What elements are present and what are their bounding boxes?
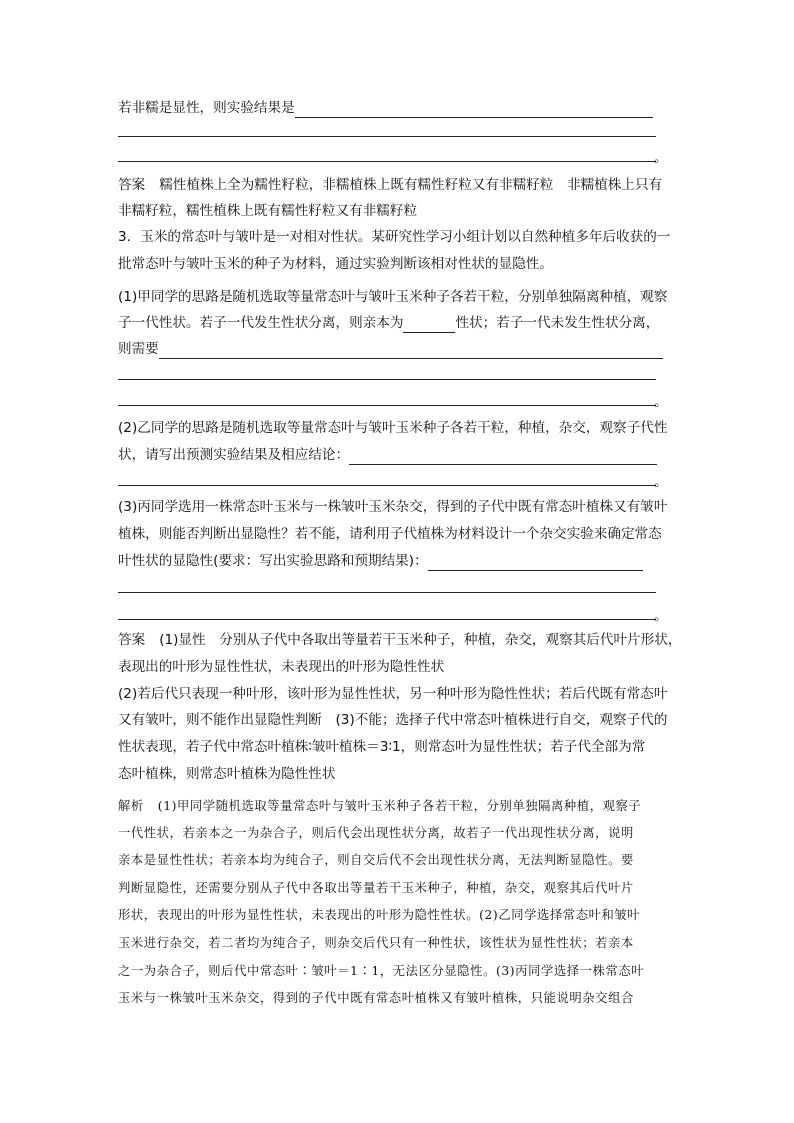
q3-part1-text: 子一代性状。若子一代发生性状分离，则亲本为 (118, 315, 404, 331)
q3-part1: (1)甲同学的思路是随机选取等量常态叶与皱叶玉米种子各若干粒，分别单独隔离种植，观察 (118, 289, 668, 305)
q2-prompt-line (118, 98, 653, 118)
answer-blank[interactable] (428, 555, 643, 571)
answer-label: 答案 (118, 632, 146, 648)
q3-analysis-text: 玉米进行杂交，若二者均为纯合子，则杂交后代只有一种性状，该性状为显性性状；若亲本 (118, 936, 634, 950)
q3-answer-text: (2)若后代只表现一种叶形，该叶形为显性性状，另一种叶形为隐性性状；若后代既有常态叶 (118, 686, 668, 702)
answer-blank-line[interactable] (118, 485, 656, 486)
q3-analysis-text: 一代性状，若亲本之一为杂合子，则后代会出现性状分离，故若子一代出现性状分离，说明 (118, 826, 634, 840)
answer-blank[interactable] (403, 317, 455, 333)
answer-blank[interactable] (295, 102, 653, 118)
q3-answer-text: 性状表现，若子代中常态叶植株∶皱叶植株＝3∶1，则常态叶为显性性状；若子代全部为常 (118, 739, 646, 755)
q3-analysis-text: (1)甲同学随机选取等量常态叶与皱叶玉米种子各若干粒，分别单独隔离种植，观察子 (157, 799, 642, 813)
q2-prompt: 若非糯是显性，则实验结果是 (118, 100, 295, 116)
q3-part1-text: 性状；若子一代未发生性状分离， (455, 315, 660, 331)
answer-label: 答案 (118, 177, 146, 193)
analysis-label: 解析 (118, 799, 144, 813)
q3-part3-text: 叶性状的显隐性(要求：写出实验思路和预期结果)： (118, 553, 428, 569)
q3-part2-text: 状，请写出预测实验结果及相应结论： (118, 447, 350, 463)
end-mark: 。 (654, 394, 668, 410)
answer-blank[interactable] (159, 343, 663, 359)
answer-blank-line[interactable] (118, 619, 656, 620)
answer-blank-line[interactable] (118, 136, 656, 137)
end-mark: 。 (654, 608, 668, 624)
q2-answer-text: 糯性植株上全为糯性籽粒，非糯植株上既有糯性籽粒又有非糯籽粒 非糯植株上只有 (159, 177, 663, 193)
q3-part2: (2)乙同学的思路是随机选取等量常态叶与皱叶玉米种子各若干粒，种植，杂交，观察子代性 (118, 420, 668, 436)
q3-answer-text: 态叶植株，则常态叶植株为隐性性状 (118, 766, 336, 782)
q3-analysis-line (118, 797, 641, 815)
end-mark: 。 (654, 150, 668, 166)
q3-part3-line3 (118, 551, 643, 571)
q3-part2-line2 (118, 445, 657, 465)
q3-answer-line (118, 630, 681, 650)
q3-analysis-text: 亲本是显性性状；若亲本均为纯合子，则自交后代不会出现性状分离，无法判断显隐性。要 (118, 853, 634, 867)
q3-part3: (3)丙同学选用一株常态叶玉米与一株皱叶玉米杂交，得到的子代中既有常态叶植株又有皱叶 (118, 499, 668, 515)
q3-analysis-text: 形状，表现出的叶形为显性性状，未表现出的叶形为隐性性状。(2)乙同学选择常态叶和皱叶 (118, 908, 641, 922)
answer-blank-line[interactable] (118, 161, 656, 162)
q3-part1-line2 (118, 313, 659, 333)
answer-blank[interactable] (349, 449, 657, 465)
answer-blank-line[interactable] (118, 592, 656, 593)
q2-answer-text: 非糯籽粒，糯性植株上既有糯性籽粒又有非糯籽粒 (118, 203, 418, 219)
q3-answer-text: 又有皱叶，则不能作出显隐性判断 (3)不能；选择子代中常态叶植株进行自交，观察子代的 (118, 712, 668, 728)
q3-part1-text: 则需要 (118, 341, 159, 357)
q3-answer-text: 表现出的叶形为显性性状，未表现出的叶形为隐性性状 (118, 659, 445, 675)
q3-analysis-text: 玉米与一株皱叶玉米杂交，得到的子代中既有常态叶植株又有皱叶植株，只能说明杂交组合 (118, 991, 634, 1005)
q3-stem: 批常态叶与皱叶玉米的种子为材料，通过实验判断该相对性状的显隐性。 (118, 256, 553, 272)
end-mark: 。 (654, 474, 668, 490)
answer-blank-line[interactable] (118, 379, 656, 380)
q2-answer-line (118, 175, 662, 195)
q3-stem: 3．玉米的常态叶与皱叶是一对相对性状。某研究性学习小组计划以自然种植多年后收获的一 (118, 229, 671, 245)
answer-blank-line[interactable] (118, 405, 656, 406)
q3-analysis-text: 判断显隐性，还需要分别从子代中各取出等量若干玉米种子，种植，杂交，观察其后代叶片 (118, 881, 634, 895)
q3-part1-line3 (118, 339, 663, 359)
q3-analysis-text: 之一为杂合子，则后代中常态叶∶皱叶＝1∶1，无法区分显隐性。(3)丙同学选择一株常态叶 (118, 964, 645, 978)
q3-part3: 植株，则能否判断出显隐性？若不能，请利用子代植株为材料设计一个杂交实验来确定常态 (118, 526, 662, 542)
q3-answer-text: (1)显性 分别从子代中各取出等量若干玉米种子，种植，杂交，观察其后代叶片形状， (159, 632, 682, 648)
